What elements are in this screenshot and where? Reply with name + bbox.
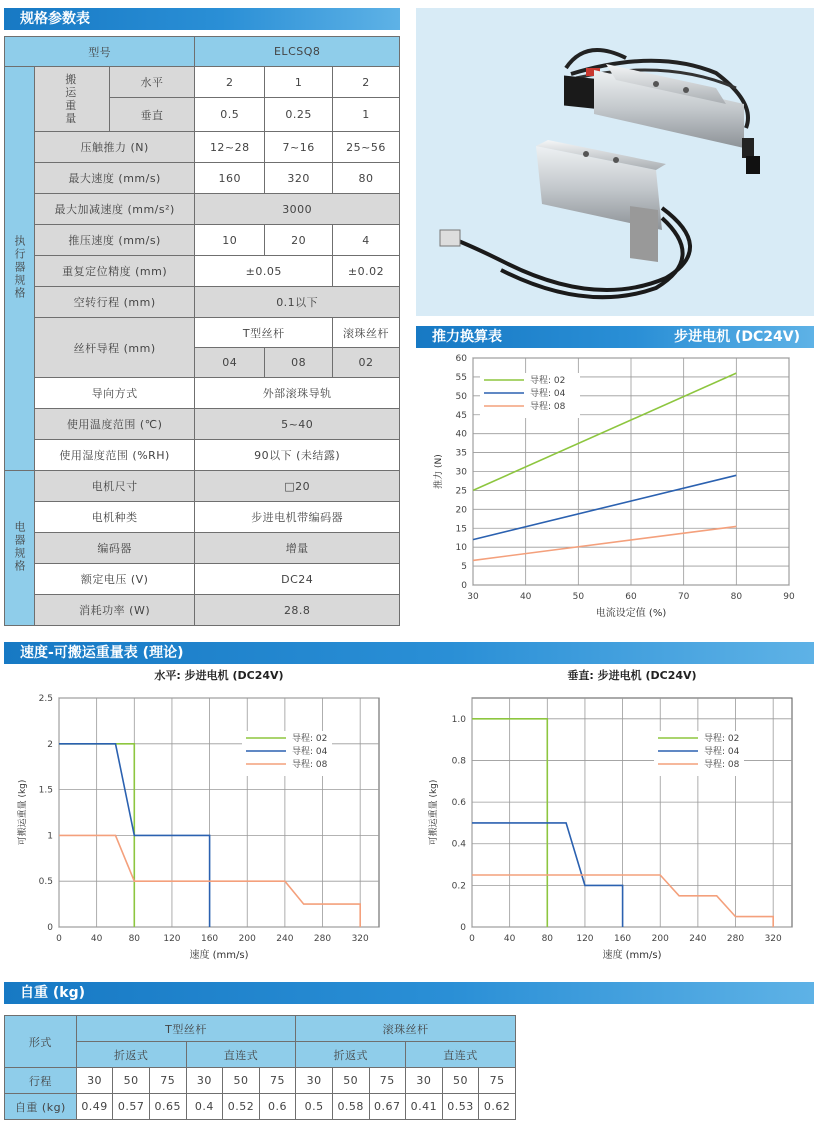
horizontal-speed-chart [4,667,404,972]
weight-cell: 0.53 [442,1094,479,1120]
x-tick-label: 70 [677,592,690,602]
push-speed-3: 4 [333,225,400,256]
y-tick-label: 2.5 [38,694,53,704]
y-tick-label: 1.0 [451,714,466,725]
t-fold-header: 折返式 [76,1042,186,1068]
model-label: 型号 [5,37,195,67]
humid-value: 90以下 (未结露) [195,440,400,471]
ball-screw-label: 滚珠丝杆 [333,318,400,348]
legend-label: 导程: 04 [704,747,740,757]
legend-label: 导程: 08 [292,760,328,770]
stroke-cell: 50 [442,1068,479,1094]
lead-val-2: 08 [265,348,333,378]
x-tick-label: 60 [625,592,637,602]
power-value: 28.8 [195,595,400,626]
legend-label: 导程: 02 [292,734,328,744]
y-tick-label: 10 [455,543,467,554]
weight-cell: 0.5 [296,1094,333,1120]
y-axis-label: 可搬运重量 (kg) [18,779,28,846]
temp-value: 5~40 [195,409,400,440]
ball-straight-header: 直连式 [406,1042,516,1068]
v-val-2: 0.25 [265,98,333,132]
group-electrical: 电器规格 [5,471,35,626]
weight-cell: 0.41 [406,1094,443,1120]
spec-header-text: 规格参数表 [20,11,90,27]
y-tick-label: 0.8 [451,756,466,767]
power-label: 消耗功率 (W) [34,595,194,626]
push-force-3: 25~56 [333,132,400,163]
horizontal-label: 水平 [109,67,195,98]
y-tick-label: 45 [455,410,467,421]
stroke-label: 行程 [5,1068,77,1094]
stroke-cell: 30 [406,1068,443,1094]
t-straight-header: 直连式 [186,1042,296,1068]
x-tick-label: 90 [783,592,795,602]
chart-title: 垂直: 步进电机 (DC24V) [567,669,697,682]
x-tick-label: 80 [541,934,554,944]
x-tick-label: 200 [238,934,256,944]
voltage-value: DC24 [195,564,400,595]
x-tick-label: 0 [469,934,475,944]
legend-label: 导程: 02 [704,734,740,744]
legend-label: 导程: 04 [292,747,328,757]
y-tick-label: 0.4 [451,839,466,850]
encoder-value: 增量 [195,533,400,564]
thrust-header-right: 步进电机 (DC24V) [674,329,800,345]
weight-section-header [4,982,814,1004]
y-tick-label: 30 [455,467,467,478]
motor-size-value: □20 [195,471,400,502]
y-tick-label: 25 [455,486,467,497]
push-speed-2: 20 [265,225,333,256]
motor-type-label: 电机种类 [34,502,194,533]
y-tick-label: 35 [455,448,467,459]
motor-type-value: 步进电机带编码器 [195,502,400,533]
thrust-header-text: 推力换算表 [432,329,502,345]
x-tick-label: 120 [163,934,181,944]
x-tick-label: 280 [313,934,332,944]
lead-label: 丝杆导程 (mm) [34,318,194,378]
vertical-speed-chart [414,667,814,972]
h-val-3: 2 [333,67,400,98]
t-screw-header: T型丝杆 [76,1016,296,1042]
y-tick-label: 55 [455,372,467,383]
x-tick-label: 320 [764,934,782,944]
stroke-cell: 50 [332,1068,369,1094]
y-axis-label: 可搬运重量 (kg) [429,779,439,846]
y-tick-label: 1 [47,831,53,842]
ball-screw-header: 滚珠丝杆 [296,1016,516,1042]
x-tick-label: 160 [200,934,219,944]
legend-label: 导程: 08 [704,760,740,770]
repeat-label: 重复定位精度 (mm) [34,256,194,287]
max-speed-2: 320 [265,163,333,194]
speed-header-text: 速度-可搬运重量表 (理论) [20,645,184,661]
weight-cell: 0.58 [332,1094,369,1120]
voltage-label: 额定电压 (V) [34,564,194,595]
max-accel-label: 最大加减速度 (mm/s²) [34,194,194,225]
push-force-label: 压触推力 (N) [34,132,194,163]
y-tick-label: 0.2 [451,881,466,892]
stroke-cell: 75 [369,1068,406,1094]
guide-label: 导向方式 [34,378,194,409]
repeat-value-b: ±0.02 [333,256,400,287]
x-tick-label: 120 [576,934,594,944]
h-val-1: 2 [195,67,265,98]
idle-value: 0.1以下 [195,287,400,318]
encoder-label: 编码器 [34,533,194,564]
y-tick-label: 0 [460,923,466,933]
x-tick-label: 200 [651,934,669,944]
y-tick-label: 2 [47,739,53,750]
stroke-cell: 75 [149,1068,186,1094]
weight-cell: 0.67 [369,1094,406,1120]
motor-size-label: 电机尺寸 [34,471,194,502]
x-axis-label: 速度 (mm/s) [189,950,249,961]
legend-label: 导程: 08 [530,402,566,412]
stroke-cell: 30 [186,1068,223,1094]
weight-cell: 0.57 [113,1094,150,1120]
stroke-cell: 75 [259,1068,296,1094]
y-tick-label: 0.5 [38,877,53,888]
max-speed-label: 最大速度 (mm/s) [34,163,194,194]
weight-header-text: 自重 (kg) [20,985,86,1001]
x-axis-label: 速度 (mm/s) [602,950,662,961]
stroke-cell: 50 [223,1068,260,1094]
push-force-2: 7~16 [265,132,333,163]
repeat-value-a: ±0.05 [195,256,333,287]
lead-val-1: 04 [195,348,265,378]
product-photo [416,8,814,316]
x-tick-label: 80 [128,934,141,944]
spec-table [4,36,400,626]
y-axis-label: 推力 (N) [434,454,444,489]
lead-val-3: 02 [333,348,400,378]
max-speed-3: 80 [333,163,400,194]
y-tick-label: 1.5 [38,785,53,796]
x-tick-label: 160 [613,934,632,944]
x-tick-label: 40 [503,934,516,944]
x-tick-label: 40 [90,934,103,944]
spec-section-header [4,8,400,30]
idle-label: 空转行程 (mm) [34,287,194,318]
stroke-cell: 75 [479,1068,516,1094]
group-actuator: 执行器规格 [5,67,35,471]
weight-cell: 0.62 [479,1094,516,1120]
y-tick-label: 5 [461,562,467,573]
t-screw-label: T型丝杆 [195,318,333,348]
stroke-cell: 30 [76,1068,113,1094]
y-tick-label: 20 [455,505,467,516]
weight-label: 自重 (kg) [5,1094,77,1120]
payload-label: 搬运重量 [34,67,109,132]
y-tick-label: 0 [461,581,467,591]
x-tick-label: 240 [689,934,707,944]
ball-fold-header: 折返式 [296,1042,406,1068]
weight-cell: 0.52 [223,1094,260,1120]
y-tick-label: 40 [455,429,467,440]
weight-cell: 0.6 [259,1094,296,1120]
v-val-3: 1 [333,98,400,132]
form-label: 形式 [5,1016,77,1068]
weight-cell: 0.49 [76,1094,113,1120]
push-speed-1: 10 [195,225,265,256]
y-tick-label: 15 [455,524,467,535]
x-tick-label: 80 [730,592,743,602]
humid-label: 使用湿度范围 (%RH) [34,440,194,471]
vertical-label: 垂直 [109,98,195,132]
x-tick-label: 40 [519,592,532,602]
thrust-section-header [416,326,814,348]
legend-label: 导程: 04 [530,389,566,399]
x-tick-label: 320 [351,934,369,944]
x-tick-label: 0 [56,934,62,944]
stroke-cell: 50 [113,1068,150,1094]
legend-label: 导程: 02 [530,376,566,386]
h-val-2: 1 [265,67,333,98]
max-accel-value: 3000 [195,194,400,225]
x-tick-label: 280 [726,934,745,944]
weight-cell: 0.65 [149,1094,186,1120]
x-tick-label: 50 [572,592,585,602]
speed-section-header [4,642,814,664]
weight-cell: 0.4 [186,1094,223,1120]
temp-label: 使用温度范围 (℃) [34,409,194,440]
x-tick-label: 240 [276,934,294,944]
y-tick-label: 60 [455,354,467,364]
push-force-1: 12~28 [195,132,265,163]
weight-table [4,1015,516,1120]
x-tick-label: 30 [467,592,479,602]
stroke-cell: 30 [296,1068,333,1094]
thrust-chart [416,350,816,625]
push-speed-label: 推压速度 (mm/s) [34,225,194,256]
x-axis-label: 电流设定值 (%) [595,608,667,619]
y-tick-label: 50 [455,391,467,402]
y-tick-label: 0 [47,923,53,933]
y-tick-label: 0.6 [451,798,466,809]
actuator-illustration [416,8,814,316]
max-speed-1: 160 [195,163,265,194]
guide-value: 外部滚珠导轨 [195,378,400,409]
v-val-1: 0.5 [195,98,265,132]
chart-title: 水平: 步进电机 (DC24V) [154,669,284,682]
model-value: ELCSQ8 [195,37,400,67]
